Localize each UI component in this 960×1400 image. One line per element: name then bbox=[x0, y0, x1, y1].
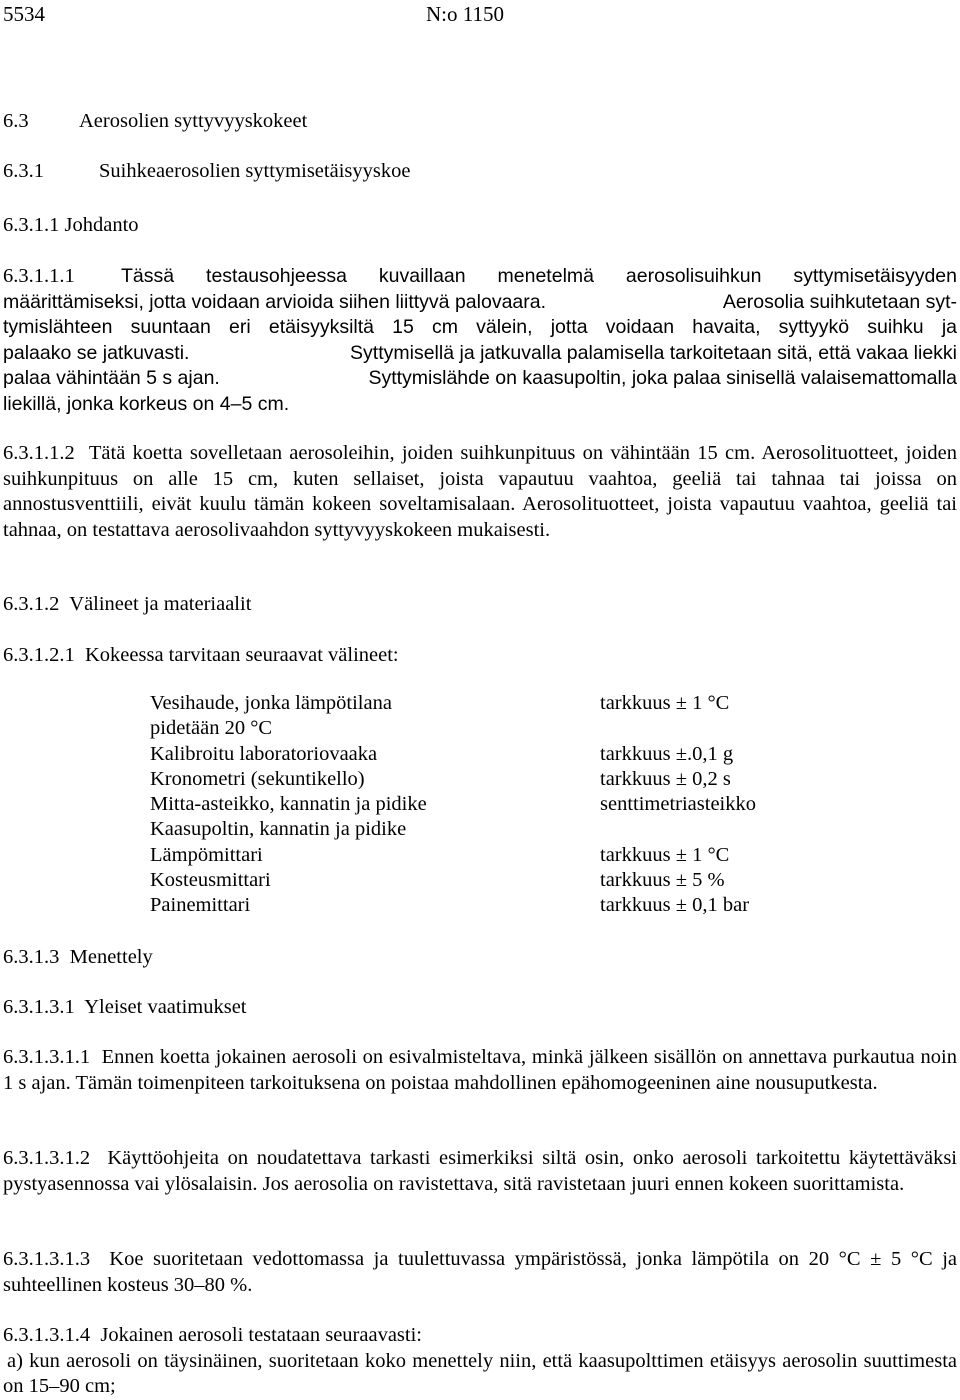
paragraph-6-3-1-3-1-4 bbox=[3, 1323, 957, 1400]
section-6-3-heading bbox=[3, 109, 957, 135]
equipment-item: Kaasupoltin, kannatin ja pidike bbox=[150, 818, 407, 841]
section-title: Suihkeaerosolien syttymisetäisyyskoe bbox=[99, 160, 411, 182]
equipment-row bbox=[150, 767, 850, 792]
equipment-item: Lämpömittari bbox=[150, 843, 263, 866]
section-number: 6.3.1 bbox=[3, 160, 44, 182]
paragraph-number: 6.3.1.1.1 bbox=[3, 265, 75, 287]
section-number: 6.3.1.3.1 bbox=[3, 996, 75, 1018]
equipment-row bbox=[150, 792, 850, 817]
section-6-3-1-2-heading bbox=[3, 592, 957, 618]
paragraph-6-3-1-3-1-2 bbox=[3, 1146, 957, 1197]
paragraph-line: palaa vähintään 5 s ajan. bbox=[3, 367, 220, 389]
equipment-row bbox=[150, 716, 850, 741]
paragraph-number: 6.3.1.1.2 bbox=[3, 442, 75, 464]
equipment-spec bbox=[600, 716, 850, 741]
section-6-3-1-heading bbox=[3, 159, 957, 185]
equipment-item: Kalibroitu laboratoriovaaka bbox=[150, 742, 378, 765]
paragraph-line: Tässä testausohjeessa kuvaillaan menetelmä aerosolisuihkun syttymisetäisyyden bbox=[121, 265, 957, 287]
paragraph-number: 6.3.1.3.1.3 bbox=[3, 1248, 91, 1270]
section-title: Aerosolien syttyvyyskokeet bbox=[79, 110, 308, 132]
section-6-3-1-2-1-heading bbox=[3, 643, 957, 669]
issue-number: N:o 1150 bbox=[426, 2, 504, 26]
equipment-spec: senttimetriasteikko bbox=[600, 793, 756, 816]
equipment-spec: tarkkuus ± 0,2 s bbox=[600, 767, 731, 790]
paragraph-6-3-1-3-1-3 bbox=[3, 1247, 957, 1298]
equipment-spec: tarkkuus ± 0,1 bar bbox=[600, 894, 750, 917]
paragraph-text: Tätä koetta sovelletaan aerosoleihin, joiden suihkunpituus on vähintään 15 cm. Aerosolituotteet, joiden suihkunpituus on alle 15 cm, kuten sellaiset, joista vapautuu vaahtoa, geeliä tai tahnaa tai joissa on annostusventtiili, eivät kuulu tämän kokeen soveltamisalaan. Aerosolituotteet, joista vapautuu vaahtoa, geeliä tai tahnaa, on testattava aerosolivaahdon syttyvyyskokeen mukaisesti. bbox=[3, 442, 957, 541]
paragraph-line: Syttymislähde on kaasupoltin, joka palaa sinisellä valaisemattomalla bbox=[368, 367, 957, 389]
equipment-row bbox=[150, 868, 850, 893]
section-6-3-1-1-heading bbox=[3, 213, 957, 239]
paragraph-6-3-1-3-1-1 bbox=[3, 1045, 957, 1096]
equipment-item: Vesihaude, jonka lämpötilana bbox=[150, 692, 392, 714]
section-title: Kokeessa tarvitaan seuraavat välineet: bbox=[85, 644, 399, 666]
section-number: 6.3.1.2 bbox=[3, 593, 60, 615]
section-number: 6.3.1.3 bbox=[3, 946, 60, 968]
paragraph-text: Ennen koetta jokainen aerosoli on esivalmisteltava, minkä jälkeen sisällön on annettava purkautua noin 1 s ajan. Tämän toimenpiteen tarkoituksena on poistaa mahdollinen epähomogeeninen aine nousuputkesta. bbox=[3, 1046, 957, 1094]
paragraph-line: Syttymisellä ja jatkuvalla palamisella tarkoitetaan sitä, että vakaa liekki bbox=[350, 341, 957, 364]
page-number: 5534 bbox=[3, 2, 45, 26]
paragraph-6-3-1-1-1 bbox=[3, 264, 957, 417]
equipment-item: Mitta-asteikko, kannatin ja pidike bbox=[150, 793, 427, 816]
paragraph-line: tymislähteen suuntaan eri etäisyyksiltä 15 cm välein, jotta voidaan havaita, syttyykö suihku ja bbox=[3, 316, 957, 338]
equipment-row bbox=[150, 843, 850, 868]
equipment-item: pidetään 20 °C bbox=[150, 717, 273, 740]
section-title: Menettely bbox=[69, 946, 153, 968]
list-item: a) kun aerosoli on täysinäinen, suoritetaan koko menettely niin, että kaasupolttimen etäisyys aerosolin suuttimesta on 15–90 cm; bbox=[3, 1349, 957, 1397]
section-number: 6.3 bbox=[3, 110, 29, 132]
paragraph-text: Jokainen aerosoli testataan seuraavasti: bbox=[100, 1324, 422, 1346]
paragraph-text: Käyttöohjeita on noudatettava tarkasti esimerkiksi siltä osin, onko aerosoli tarkoitettu käytettäväksi pystyasennossa vai ylösalaisin. Jos aerosolia on ravistettava, sitä ravistetaan juuri ennen kokeen suorittamista. bbox=[3, 1147, 957, 1195]
equipment-row bbox=[150, 742, 850, 767]
equipment-row bbox=[150, 691, 850, 716]
section-number: 6.3.1.1 bbox=[3, 214, 60, 236]
equipment-row bbox=[150, 893, 850, 918]
paragraph-line: Aerosolia suihkutetaan syt- bbox=[722, 290, 957, 313]
section-title: Johdanto bbox=[64, 214, 139, 236]
equipment-item: Kosteusmittari bbox=[150, 869, 271, 892]
paragraph-text: Koe suoritetaan vedottomassa ja tuulettuvassa ympäristössä, jonka lämpötila on 20 °C ± 5 °C ja suhteellinen kosteus 30–80 %. bbox=[3, 1248, 958, 1296]
equipment-spec bbox=[600, 817, 850, 842]
section-title: Välineet ja materiaalit bbox=[69, 593, 252, 615]
paragraph-number: 6.3.1.3.1.4 bbox=[3, 1324, 91, 1346]
equipment-table bbox=[150, 691, 850, 919]
equipment-spec: tarkkuus ± 5 % bbox=[600, 869, 725, 892]
equipment-spec: tarkkuus ±.0,1 g bbox=[600, 742, 734, 765]
paragraph-line: palaako se jatkuvasti. bbox=[3, 341, 190, 364]
paragraph-number: 6.3.1.3.1.2 bbox=[3, 1147, 91, 1169]
paragraph-6-3-1-1-2 bbox=[3, 441, 957, 543]
equipment-item: Kronometri (sekuntikello) bbox=[150, 767, 365, 790]
section-6-3-1-3-heading bbox=[3, 945, 957, 971]
paragraph-line: määrittämiseksi, jotta voidaan arvioida siihen liittyvä palovaara. bbox=[3, 290, 547, 313]
equipment-spec: tarkkuus ± 1 °C bbox=[600, 692, 730, 714]
equipment-row bbox=[150, 817, 850, 842]
paragraph-line: liekillä, jonka korkeus on 4–5 cm. bbox=[3, 392, 290, 415]
section-number: 6.3.1.2.1 bbox=[3, 644, 75, 666]
paragraph-number: 6.3.1.3.1.1 bbox=[3, 1046, 91, 1068]
equipment-item: Painemittari bbox=[150, 894, 251, 917]
equipment-spec: tarkkuus ± 1 °C bbox=[600, 843, 730, 866]
section-6-3-1-3-1-heading bbox=[3, 995, 957, 1021]
section-title: Yleiset vaatimukset bbox=[84, 996, 247, 1018]
